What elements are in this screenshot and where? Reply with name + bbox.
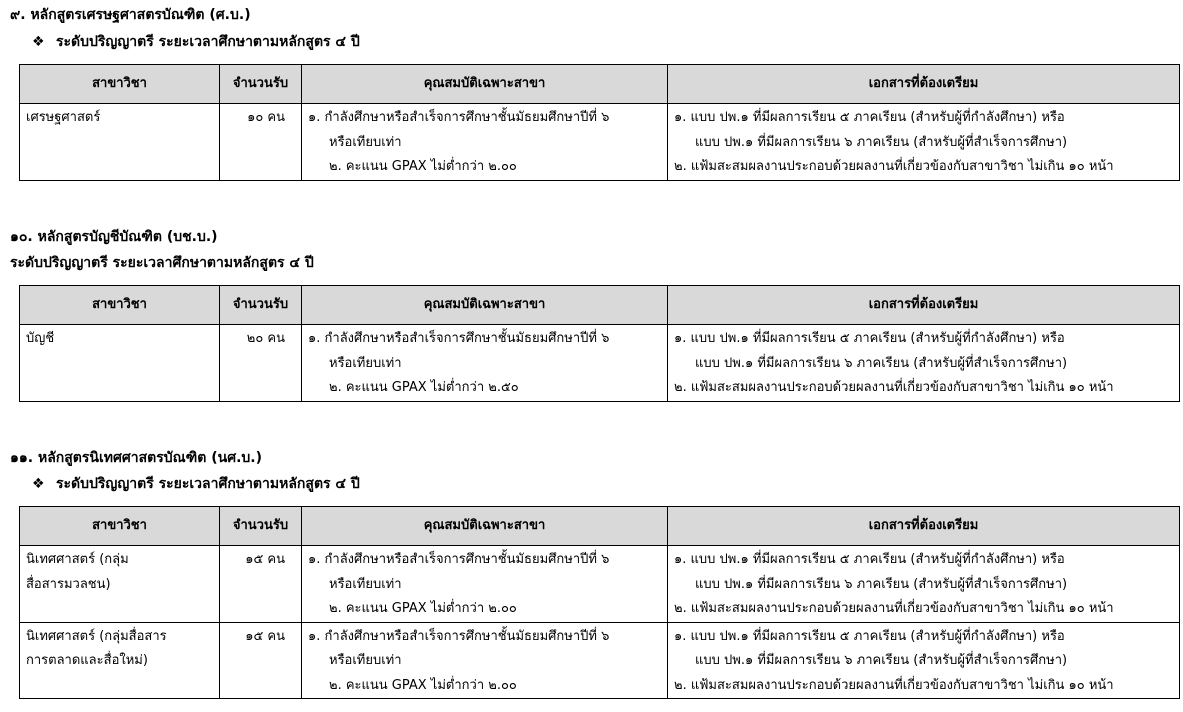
major-cell	[20, 546, 220, 623]
program-table	[19, 285, 1180, 402]
section-title: ๙. หลักสูตรเศรษฐศาสตรบัณฑิต (ศ.บ.)	[10, 7, 251, 23]
qualification-line: ๒. คะแนน GPAX ไม่ต่ำกว่า ๒.๐๐	[329, 677, 517, 693]
header-qualifications: คุณสมบัติเฉพาะสาขา	[302, 65, 668, 104]
subtitle-text: ระดับปริญญาตรี ระยะเวลาศึกษาตามหลักสูตร ๔ ปี	[56, 476, 360, 492]
document-line: แบบ ปพ.๑ ที่มีผลการเรียน ๖ ภาคเรียน (สำหรับผู้ที่สำเร็จการศึกษา)	[695, 576, 1068, 592]
diamond-bullet-icon: ❖	[32, 34, 45, 50]
section-title: ๑๑. หลักสูตรนิเทศศาสตรบัณฑิต (นศ.บ.)	[10, 450, 263, 466]
major-cell	[20, 622, 220, 699]
table-header-row	[20, 507, 1180, 546]
qualification-line: ๑. กำลังศึกษาหรือสำเร็จการศึกษาชั้นมัธยมศึกษาปีที่ ๖	[308, 331, 610, 346]
section-title: ๑๐. หลักสูตรบัญชีบัณฑิต (บช.บ.)	[10, 229, 218, 245]
header-count: จำนวนรับ	[220, 507, 302, 546]
qualifications-cell	[302, 546, 668, 623]
document-line: ๒. แฟ้มสะสมผลงานประกอบด้วยผลงานที่เกี่ยวข้องกับสาขาวิชา ไม่เกิน ๑๐ หน้า	[674, 677, 1114, 693]
document-line: ๒. แฟ้มสะสมผลงานประกอบด้วยผลงานที่เกี่ยวข้องกับสาขาวิชา ไม่เกิน ๑๐ หน้า	[674, 380, 1114, 395]
table-row	[20, 104, 1180, 181]
header-qualifications: คุณสมบัติเฉพาะสาขา	[302, 507, 668, 546]
document-line: แบบ ปพ.๑ ที่มีผลการเรียน ๖ ภาคเรียน (สำหรับผู้ที่สำเร็จการศึกษา)	[695, 653, 1068, 668]
subtitle-text: ระดับปริญญาตรี ระยะเวลาศึกษาตามหลักสูตร ๔ ปี	[56, 34, 360, 50]
diamond-bullet-icon: ❖	[32, 476, 45, 492]
major-line: สื่อสารมวลชน)	[26, 576, 111, 592]
header-major: สาขาวิชา	[20, 65, 220, 104]
count-cell: ๑๕ คน	[220, 622, 302, 699]
count-cell: ๑๕ คน	[220, 546, 302, 623]
count-cell: ๒๐ คน	[220, 325, 302, 402]
qualification-line: ๑. กำลังศึกษาหรือสำเร็จการศึกษาชั้นมัธยมศึกษาปีที่ ๖	[308, 110, 610, 125]
document-line: ๒. แฟ้มสะสมผลงานประกอบด้วยผลงานที่เกี่ยวข้องกับสาขาวิชา ไม่เกิน ๑๐ หน้า	[674, 601, 1114, 616]
qualification-line: หรือเทียบเท่า	[329, 576, 402, 592]
program-table	[19, 506, 1180, 699]
qualification-line: ๒. คะแนน GPAX ไม่ต่ำกว่า ๒.๕๐	[329, 380, 519, 395]
header-count: จำนวนรับ	[220, 286, 302, 325]
table-row	[20, 622, 1180, 699]
major-cell	[20, 104, 220, 181]
qualifications-cell	[302, 622, 668, 699]
header-documents: เอกสารที่ต้องเตรียม	[668, 286, 1180, 325]
table-row	[20, 325, 1180, 402]
table-header-row	[20, 286, 1180, 325]
header-documents: เอกสารที่ต้องเตรียม	[668, 65, 1180, 104]
header-count: จำนวนรับ	[220, 65, 302, 104]
document-line: แบบ ปพ.๑ ที่มีผลการเรียน ๖ ภาคเรียน (สำหรับผู้ที่สำเร็จการศึกษา)	[695, 355, 1068, 371]
document-line: แบบ ปพ.๑ ที่มีผลการเรียน ๖ ภาคเรียน (สำหรับผู้ที่สำเร็จการศึกษา)	[695, 134, 1068, 150]
document-line: ๑. แบบ ปพ.๑ ที่มีผลการเรียน ๕ ภาคเรียน (สำหรับผู้ที่กำลังศึกษา) หรือ	[674, 331, 1065, 346]
subtitle-text: ระดับปริญญาตรี ระยะเวลาศึกษาตามหลักสูตร ๔ ปี	[10, 255, 314, 271]
major-line: นิเทศศาสตร์ (กลุ่ม	[26, 552, 129, 567]
section-subtitle	[32, 474, 360, 494]
table-header-row	[20, 65, 1180, 104]
major-line: บัญชี	[26, 331, 55, 346]
document-line: ๑. แบบ ปพ.๑ ที่มีผลการเรียน ๕ ภาคเรียน (สำหรับผู้ที่กำลังศึกษา) หรือ	[674, 628, 1065, 644]
qualifications-cell	[302, 104, 668, 181]
qualification-line: หรือเทียบเท่า	[329, 653, 402, 668]
header-major: สาขาวิชา	[20, 507, 220, 546]
documents-cell	[668, 546, 1180, 623]
count-cell: ๑๐ คน	[220, 104, 302, 181]
qualification-line: ๑. กำลังศึกษาหรือสำเร็จการศึกษาชั้นมัธยมศึกษาปีที่ ๖	[308, 628, 610, 644]
qualification-line: ๒. คะแนน GPAX ไม่ต่ำกว่า ๒.๐๐	[329, 601, 517, 616]
major-line: นิเทศศาสตร์ (กลุ่มสื่อสาร	[26, 628, 167, 644]
document-line: ๑. แบบ ปพ.๑ ที่มีผลการเรียน ๕ ภาคเรียน (สำหรับผู้ที่กำลังศึกษา) หรือ	[674, 552, 1065, 567]
document-line: ๑. แบบ ปพ.๑ ที่มีผลการเรียน ๕ ภาคเรียน (สำหรับผู้ที่กำลังศึกษา) หรือ	[674, 110, 1065, 125]
header-documents: เอกสารที่ต้องเตรียม	[668, 507, 1180, 546]
section-subtitle	[32, 32, 360, 52]
qualification-line: ๒. คะแนน GPAX ไม่ต่ำกว่า ๒.๐๐	[329, 159, 517, 174]
header-qualifications: คุณสมบัติเฉพาะสาขา	[302, 286, 668, 325]
section-subtitle	[10, 253, 314, 273]
documents-cell	[668, 325, 1180, 402]
major-cell	[20, 325, 220, 402]
header-major: สาขาวิชา	[20, 286, 220, 325]
document-line: ๒. แฟ้มสะสมผลงานประกอบด้วยผลงานที่เกี่ยวข้องกับสาขาวิชา ไม่เกิน ๑๐ หน้า	[674, 159, 1114, 174]
qualification-line: หรือเทียบเท่า	[329, 355, 402, 371]
documents-cell	[668, 104, 1180, 181]
major-line: การตลาดและสื่อใหม่)	[26, 653, 148, 668]
table-row	[20, 546, 1180, 623]
major-line: เศรษฐศาสตร์	[26, 110, 101, 125]
documents-cell	[668, 622, 1180, 699]
qualifications-cell	[302, 325, 668, 402]
qualification-line: หรือเทียบเท่า	[329, 134, 402, 150]
qualification-line: ๑. กำลังศึกษาหรือสำเร็จการศึกษาชั้นมัธยมศึกษาปีที่ ๖	[308, 552, 610, 567]
program-table	[19, 64, 1180, 181]
